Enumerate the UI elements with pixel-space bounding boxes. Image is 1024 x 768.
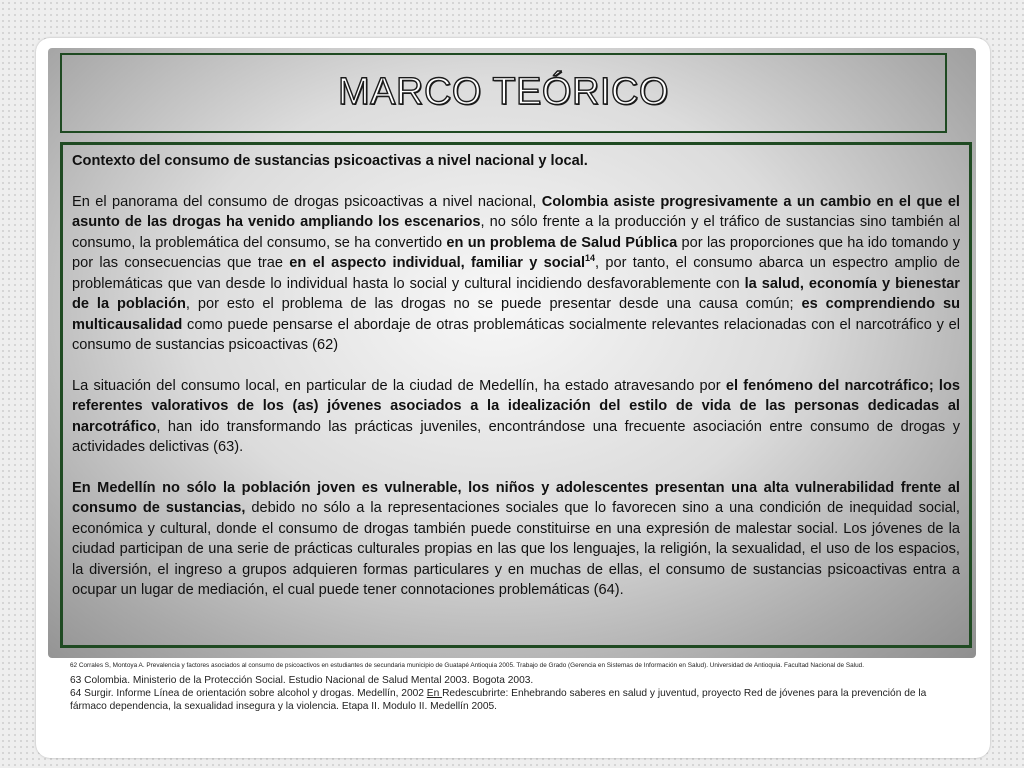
footnote-64 bbox=[70, 687, 960, 713]
footnote-64-en: En bbox=[426, 688, 443, 699]
text-segment: la salud, economía y bienestar de la población bbox=[72, 275, 960, 312]
text-segment: debido no sólo a la representaciones sociales que lo favorecen sino a una condición de inequidad social, económica y cultural, donde el consumo de drogas también puede constituirse en una expresión de malestar social. Los jóvenes de la ciudad participan de una serie de prácticas culturales propias en las que los lenguajes, la religión, la sexualidad, el uso de los espacios, la diversión, el ingreso a grupos adquieren formas particulares y en muchas de ellas, el consumo de sustancias psicoactivas entra a ocupar un lugar de mediación, el cual puede tener connotaciones problemáticas (64). bbox=[72, 500, 960, 598]
text-segment: 14 bbox=[585, 253, 596, 264]
slide-title: MARCO TEÓRICO bbox=[338, 70, 669, 113]
text-segment: como puede pensarse el abordaje de otras problemáticas socialmente relevantes relacionadas con el narcotráfico y el consumo de sustancias psicoactivas (62) bbox=[72, 316, 960, 353]
footnotes bbox=[70, 661, 960, 713]
paragraph-2 bbox=[72, 376, 960, 458]
text-segment: , por tanto, el consumo abarca un espectro amplio de problemáticas que van desde lo individual hasta lo social y cultural incidiendo desfavorablemente con bbox=[72, 255, 960, 292]
text-segment: el fenómeno del narcotráfico; los referentes valorativos de los (as) jóvenes asociados a la idealización del estilo de vida de las personas dedicadas al narcotráfico bbox=[72, 377, 960, 435]
text-segment: , han ido transformando las prácticas juveniles, encontrándose una frecuente asociación entre consumo de drogas y actividades delictivas (63). bbox=[72, 418, 960, 455]
text-segment: La situación del consumo local, en particular de la ciudad de Medellín, ha estado atravesando por bbox=[72, 377, 726, 394]
text-segment: en el aspecto individual, familiar y social bbox=[289, 255, 585, 271]
section-heading: Contexto del consumo de sustancias psicoactivas a nivel nacional y local. bbox=[72, 153, 588, 169]
text-segment: en un problema de Salud Pública bbox=[446, 234, 678, 251]
text-segment: En el panorama del consumo de drogas psicoactivas a nivel nacional, bbox=[72, 193, 542, 210]
footnote-64-part-a: 64 Surgir. Informe Línea de orientación sobre alcohol y drogas. Medellín, 2002 bbox=[70, 688, 427, 699]
text-segment: es comprendiendo su multicausalidad bbox=[72, 296, 960, 333]
footnote-62: 62 Corrales S, Montoya A. Prevalencia y factores asociados al consumo de psicoactivos en estudiantes de secundaria municipio de Guatapé Antioquia 2005. Trabajo de Grado (Gerencia en Sistemas de Información en Salud). Universidad de Antioquia. Facultad Nacional de Salud. bbox=[70, 662, 864, 669]
title-box bbox=[60, 53, 947, 133]
paragraph-1 bbox=[72, 192, 960, 356]
text-segment: Colombia asiste progresivamente a un cambio en el que el asunto de las drogas ha venido ampliando los escenarios bbox=[72, 193, 960, 230]
text-segment: , por esto el problema de las drogas no se puede presentar desde una causa común; bbox=[185, 296, 802, 312]
text-segment: por las proporciones que ha ido tomando y por las consecuencias que trae bbox=[72, 234, 960, 271]
text-segment: En Medellín no sólo la población joven es vulnerable, los niños y adolescentes presentan una alta vulnerabilidad frente al consumo de sustancias, bbox=[72, 479, 960, 516]
footnote-64-part-b: Redescubrirte: Enhebrando saberes en salud y juventud, proyecto Red de jóvenes para la prevención de la fármaco dependencia, la sexualidad insegura y la violencia. Etapa II. Modulo II. Medellín 2005. bbox=[70, 688, 927, 712]
content-box bbox=[60, 142, 972, 648]
footnote-63: 63 Colombia. Ministerio de la Protección Social. Estudio Nacional de Salud Mental 2003. Bogota 2003. bbox=[70, 675, 534, 686]
paragraph-3 bbox=[72, 478, 960, 601]
text-segment: , no sólo frente a la producción y el tráfico de sustancias sino también al consumo, la problemática del consumo, se ha convertido bbox=[72, 214, 960, 251]
